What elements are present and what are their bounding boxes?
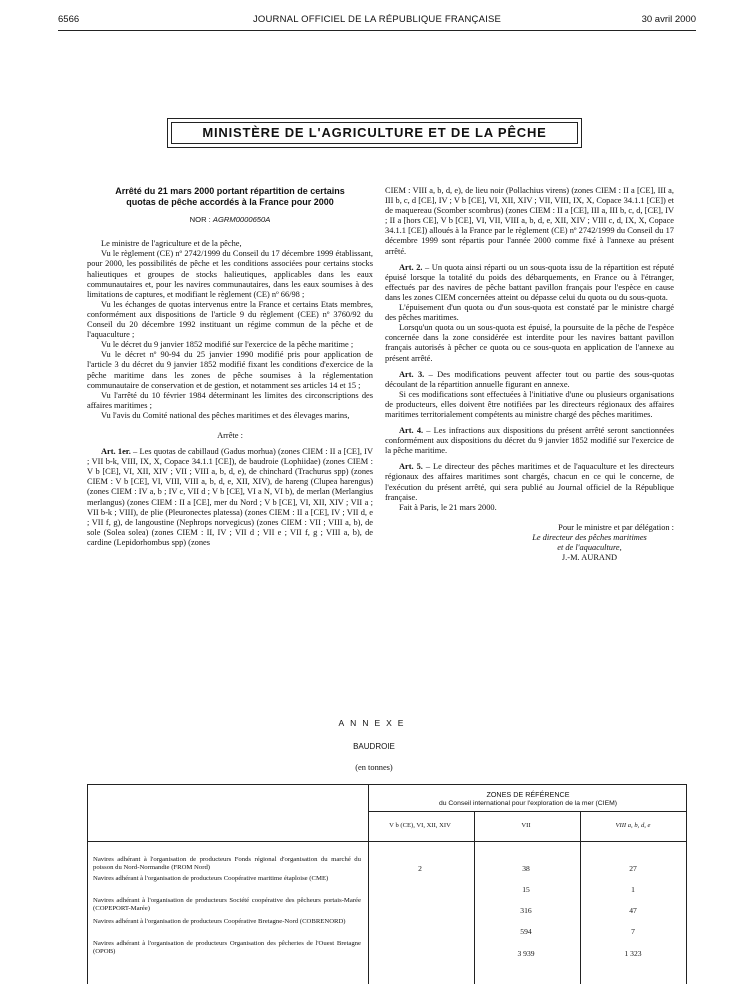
signature-block — [385, 523, 674, 563]
article-1-text: – Les quotas de cabillaud (Gadus morhua) (zones CIEM : II a [CE], IV ; VII b-k, VIII, IX, X, Copace 34.1.1 [CE]), de baudroie (Lophiidae) (zones CIEM : V b [CE], VI, XII, XIV ; VII ; VIII a, b, d, e), de chinchard (Trachurus spp) (zones CIEM : V b [CE], VI, VIII, VIII a, b, d, e, XII, XIV), de hareng (Clupea harengus) (zones CIEM : IV a, b ; IV c, VII d ; V b [CE], VI a N, VI b), de merlan (Merlangius merlangus) (zones CIEM : II a [CE], mer du Nord ; V b [CE], VI, XII, XIV ; VII a ; VII b-k ; VIII), de plie (Pleuronectes platessa) (zones CIEM : II a [CE], IV ; VII d, e ; VII f, g), de langoustine (Nephrops norvegicus) (zones CIEM : VII ; VIII a, b), de sole (Solea solea) (zones CIEM : II, IV ; VII d ; VII e ; VII f, g ; VIII a, b), de cardine (Lepidorhombus spp) (zones — [87, 447, 373, 547]
table-cell: 7 — [631, 927, 635, 936]
article-2-text: – Un quota ainsi réparti ou un sous-quota issu de la répartition est réputé épuisé lorsque la totalité du poids des débarquements, en France ou à l'étranger, effectués par des navires de pêche battant pavillon français pour l'espèce en cause dans les zones CIEM concernées atteint ou dépasse celui du quota ou du sous-quota. — [385, 262, 674, 302]
nor-label: NOR : — [189, 215, 211, 225]
table-cell: 27 — [629, 864, 637, 873]
decree-title: Arrêté du 21 mars 2000 portant répartition de certains quotas de pêche accordés à la France pour 2000 — [115, 186, 345, 207]
journal-title: JOURNAL OFFICIEL DE LA RÉPUBLIQUE FRANÇAISE — [252, 14, 502, 25]
article-4 — [385, 426, 674, 456]
page-number: 6566 — [58, 14, 80, 25]
visa-paragraph: Vu les échanges de quotas intervenus entre la France et certains Etats membres, conformément aux dispositions de l'article 9 du règlement (CEE) nº 3760/92 du Conseil du 20 décembre 1992 instituant un régime commun de la pêche et de l'aquaculture ; — [87, 299, 373, 340]
table-divider — [88, 841, 686, 842]
ministry-title: MINISTÈRE DE L'AGRICULTURE ET DE LA PÊCHE — [171, 122, 578, 144]
left-column — [87, 186, 373, 548]
article-2-paragraph: L'épuisement d'un quota ou d'un sous-quota est constaté par le ministre chargé des pêches maritimes. — [385, 303, 674, 323]
page-header — [58, 14, 696, 30]
header-rule — [58, 30, 696, 31]
arrete-heading: Arrête : — [217, 430, 243, 440]
table-row-label: Navires adhérant à l'organisation de producteurs Organisation des pêcheries de l'Ouest Bretagne (OPOB) — [93, 940, 361, 956]
table-cell: 594 — [520, 927, 532, 936]
annexe-species: BAUDROIE — [353, 742, 395, 751]
nor-reference — [87, 215, 373, 225]
article-1-continued: CIEM : VIII a, b, d, e), de lieu noir (Pollachius virens) (zones CIEM : II a [CE], III a, III b, c, d [CE], IV ; V b [CE], VI, XII, XIV ; VII, VIII, IX, X, Copace 34.1.1 [CE]) et de maquereau (Scomber scombrus) (zones CIEM : II a [CE], III a, III b, c, d, [CE], IV ; II a [hors CE], V b [CE], VI, VII, VIII a, b, d, e, XII, XIV ; VIII c, d, IX, X, Copace 34.1.1 [CE]) alloués à la France par le règlement (CE) nº 2742/1999 du Conseil du 17 décembre 1999 sont répartis pour l'année 2000 comme fixé à l'annexe au présent arrêté. — [385, 186, 674, 256]
signatory-name: J.-M. AURAND — [561, 553, 618, 563]
article-5 — [385, 462, 674, 502]
article-2-paragraph: Lorsqu'un quota ou un sous-quota est épuisé, la poursuite de la pêche de l'espèce concernée dans la zone considérée est interdite pour les navires battant pavillon français autorisés à pêcher ce quota ou ce sous-quota en application de l'annexe au présent arrêté. — [385, 323, 674, 363]
publication-date: 30 avril 2000 — [641, 14, 696, 25]
column-header: VII — [521, 822, 531, 829]
article-3-paragraph: Si ces modifications sont effectuées à l'initiative d'une ou plusieurs organisations de producteurs, elles doivent être notifiées par les directeurs régionaux des affaires maritimes territorialement compétents au ministre chargé des pêches maritimes. — [385, 389, 674, 419]
table-divider — [580, 811, 581, 984]
article-1 — [87, 447, 373, 548]
article-3-label: Art. 3. — [399, 369, 425, 379]
signature-role-continued: et de l'aquaculture, — [557, 543, 622, 552]
visa-paragraph: Vu le décret nº 90-94 du 25 janvier 1990 modifié pris pour application de l'article 3 du décret du 9 janvier 1852 modifié fixant les conditions d'exercice de la pêche maritime dans les zones de pêche soumises à la réglementation communautaire de conservation et de gestion, et notamment ses articles 14 et 15 ; — [87, 350, 373, 390]
table-cell: 1 — [631, 885, 635, 894]
table-divider — [368, 785, 369, 984]
ministry-box — [167, 118, 582, 148]
article-4-text: – Les infractions aux dispositions du présent arrêté seront sanctionnées conformément aux dispositions du décret du 9 janvier 1852 modifié sur l'exercice de la pêche maritime. — [385, 426, 674, 456]
article-4-label: Art. 4. — [399, 426, 424, 436]
annexe-unit: (en tonnes) — [355, 763, 393, 772]
table-cell: 38 — [522, 864, 530, 873]
visa-paragraph: Vu l'arrêté du 10 février 1984 déterminant les limites des circonscriptions des affaires maritimes ; — [87, 390, 373, 410]
annexe-title: ANNEXE — [338, 718, 410, 728]
column-header: V b (CE), VI, XII, XIV — [389, 822, 451, 829]
table-row-label: Navires adhérant à l'organisation de producteurs Coopérative Bretagne-Nord (COBRENORD) — [93, 918, 346, 925]
table-divider — [474, 811, 475, 984]
signature-place-date: Fait à Paris, le 21 mars 2000. — [399, 502, 497, 512]
column-header: VIII a, b, d, e — [615, 822, 651, 829]
article-3-text: – Des modifications peuvent affecter tout ou partie des sous-quotas découlant de la répartition annuelle figurant en annexe. — [385, 369, 674, 389]
table-cell: 1 323 — [624, 949, 642, 958]
table-cell: 3 939 — [517, 949, 535, 958]
nor-value: AGRM0000650A — [212, 215, 271, 225]
zones-header-title: ZONES DE RÉFÉRENCE — [486, 790, 570, 799]
table-row-label: Navires adhérant à l'organisation de producteurs Coopérative maritime étaploise (CME) — [93, 875, 329, 882]
article-5-text: – Le directeur des pêches maritimes et de l'aquaculture et les directeurs régionaux des affaires maritimes sont chargés, chacun en ce qui le concerne, de l'exécution du présent arrêté, qui sera publié au Journal officiel de la République française. — [385, 462, 674, 502]
table-cell: 2 — [418, 864, 422, 873]
zones-header — [369, 791, 687, 808]
right-column — [385, 186, 674, 563]
visa-paragraph: Vu l'avis du Comité national des pêches maritimes et des élevages marins, — [101, 410, 350, 420]
article-2 — [385, 263, 674, 303]
signature-delegation: Pour le ministre et par délégation : — [558, 522, 674, 532]
table-row-label: Navires adhérant à l'organisation de producteurs Société coopérative des pêcheurs portais-Marée (COPEPORT-Marée) — [93, 897, 361, 913]
visa-paragraph: Vu le décret du 9 janvier 1852 modifié sur l'exercice de la pêche maritime ; — [101, 340, 354, 350]
visa-paragraph: Le ministre de l'agriculture et de la pêche, — [101, 239, 242, 249]
table-cell: 47 — [629, 906, 637, 915]
zones-header-subtitle: du Conseil international pour l'exploration de la mer (CIEM) — [438, 799, 618, 807]
signature-role: Le directeur des pêches maritimes — [532, 532, 647, 542]
table-divider — [368, 811, 686, 812]
table-cell: 15 — [522, 885, 530, 894]
article-2-label: Art. 2. — [399, 262, 423, 272]
article-3 — [385, 370, 674, 390]
visa-paragraph: Vu le règlement (CE) nº 2742/1999 du Conseil du 17 décembre 1999 établissant, pour 2000, les possibilités de pêche et les conditions associées pour certains stocks halieutiques et groupes de stocks halieutiques, applicables dans les eaux communautaires et, pour les navires communautaires, dans les eaux soumises à des limitations de captures, et modifiant le règlement (CE) nº 66/98 ; — [87, 249, 373, 299]
table-cell: 316 — [520, 906, 532, 915]
article-5-label: Art. 5. — [399, 462, 423, 472]
article-1-label: Art. 1er. — [101, 447, 131, 457]
table-row-label: Navires adhérant à l'organisation de producteurs Fonds régional d'organisation du marché du poisson du Nord-Normandie (FROM Nord) — [93, 856, 361, 872]
